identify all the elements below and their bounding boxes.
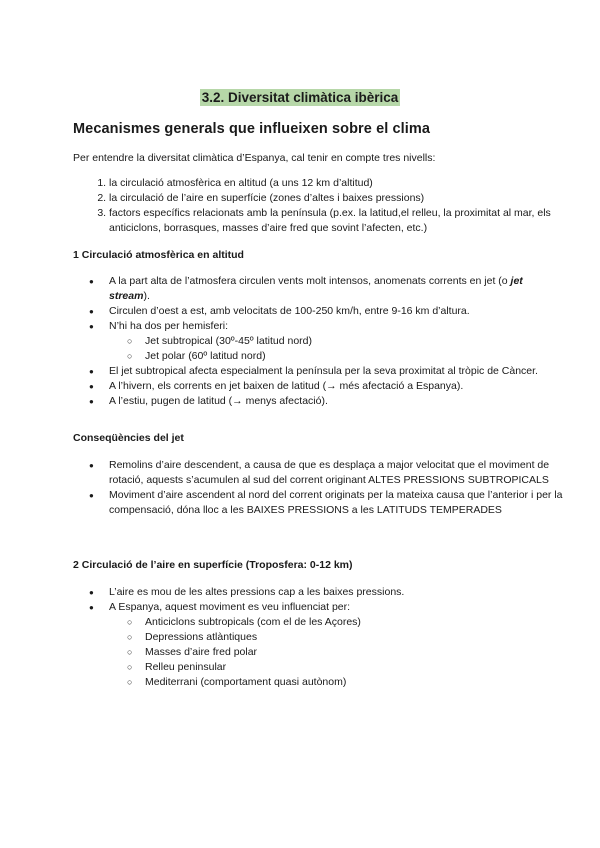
level-item: 1. la circulació atmosfèrica en altitud (a uns 12 km d’altitud) — [109, 176, 569, 191]
list-item — [109, 600, 564, 690]
list-item: ● A l’estiu, pugen de latitud (→ menys afectació). — [109, 394, 564, 409]
list-item — [109, 319, 564, 364]
jet-stream-term: jet stream — [109, 275, 523, 302]
intro-paragraph: Per entendre la diversitat climàtica d’Espanya, cal tenir en compte tres nivells: — [73, 152, 436, 164]
section-title: 3.2. Diversitat climàtica ibèrica — [201, 90, 399, 105]
sub-list-item: ○ Mediterrani (comportament quasi autònom) — [145, 675, 564, 690]
sub-list-item: ○ Relleu peninsular — [145, 660, 564, 675]
list-item: ● El jet subtropical afecta especialment la península per la seva proximitat al tròpic de Càncer. — [109, 364, 564, 379]
list-item: ● Circulen d’oest a est, amb velocitats de 100-250 km/h, entre 9-16 km d’altura. — [109, 304, 564, 319]
sub-list-item: ○ Jet subtropical (30º-45º latitud nord) — [145, 334, 564, 349]
section1-heading: 1 Circulació atmosfèrica en altitud — [73, 249, 244, 261]
jet-types-list — [109, 334, 564, 364]
consequences-heading: Conseqüències del jet — [73, 432, 184, 444]
section2-heading: 2 Circulació de l’aire en superfície (Troposfera: 0-12 km) — [73, 559, 353, 571]
list-item: ● A l’hivern, els corrents en jet baixen de latitud (→ més afectació a Espanya). — [109, 379, 564, 394]
sub-list-item: ○ Depressions atlàntiques — [145, 630, 564, 645]
sub-list-item: ○ Anticiclons subtropicals (com el de les Açores) — [145, 615, 564, 630]
section1-list — [73, 274, 564, 409]
list-item: ● Remolins d’aire descendent, a causa de que es desplaça a major velocitat que el moviment de rotació, aquests s’acumulen al sud del corrent originant ALTES PRESSIONS SUBTROPICALS — [109, 458, 564, 488]
level-item: 3. factors específics relacionats amb la península (p.ex. la latitud,el relleu, la proximitat al mar, els anticiclons, borrasques, masses d’aire fred que sovint l’afecten, etc.) — [109, 206, 569, 236]
main-heading: Mecanismes generals que influeixen sobre el clima — [73, 121, 431, 137]
sub-list-item: ○ Masses d’aire fred polar — [145, 645, 564, 660]
influences-list — [109, 615, 564, 690]
levels-list — [73, 176, 569, 236]
consequences-list — [73, 458, 564, 518]
section2-list — [73, 585, 564, 690]
bullet-text: A la part alta de l’atmosfera circulen vents molt intensos, anomenats corrents en jet (o — [109, 275, 511, 287]
bullet-text: ). — [143, 290, 150, 302]
bullet-text: N’hi ha dos per hemisferi: — [109, 320, 229, 332]
sub-list-item: ○ Jet polar (60º latitud nord) — [145, 349, 564, 364]
bullet-text: A Espanya, aquest moviment es veu influenciat per: — [109, 601, 351, 613]
level-item: 2. la circulació de l’aire en superfície (zones d’altes i baixes pressions) — [109, 191, 569, 206]
list-item: ● L’aire es mou de les altes pressions cap a les baixes pressions. — [109, 585, 564, 600]
title-wrapper — [0, 89, 600, 107]
list-item — [109, 274, 564, 304]
list-item: ● Moviment d’aire ascendent al nord del corrent originats per la mateixa causa que l’anterior i per la compensació, dóna lloc a les BAIXES PRESSIONS a les LATITUDS TEMPERADES — [109, 488, 564, 518]
